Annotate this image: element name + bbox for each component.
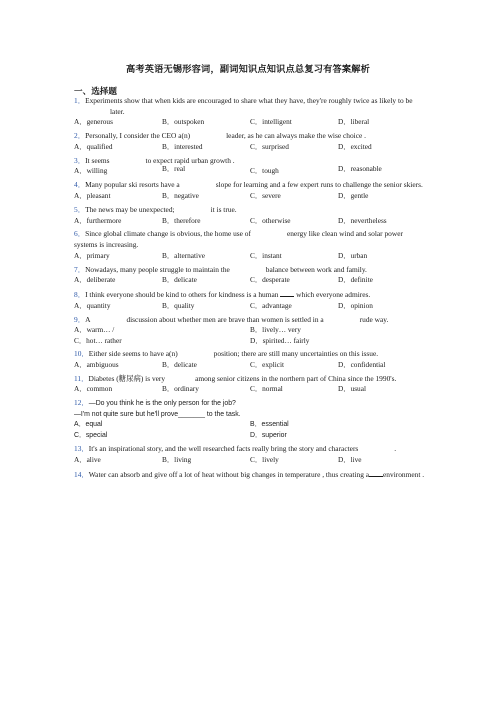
section-heading: 一、选择题 (74, 86, 117, 96)
option-d[interactable]: D．opinion (338, 300, 373, 310)
option-c[interactable]: C．severe (250, 190, 281, 200)
option-c[interactable]: C．normal (250, 384, 283, 394)
option-a[interactable]: A．furthermore (74, 215, 122, 225)
option-c[interactable]: C．instant (250, 250, 282, 260)
question-4: 4．Many popular ski resorts have a slope for learning and a few expert runs to challenge the senior skiers. (74, 180, 423, 190)
option-a[interactable]: A．warm… / (74, 325, 115, 335)
page-title: 高考英语无锡形容词，副词知识点知识点总复习有答案解析 (125, 64, 371, 74)
option-b[interactable]: B．negative (162, 190, 199, 200)
question-number: 7． (74, 264, 86, 274)
options-4 (74, 191, 426, 202)
option-c[interactable]: C．special (74, 432, 108, 440)
option-d[interactable]: D．excited (338, 141, 372, 151)
options-9 (74, 325, 426, 347)
option-d[interactable]: D．gentle (338, 190, 369, 200)
options-11 (74, 384, 426, 395)
question-7: 7．Nowadays, many people struggle to maintain the balance between work and family. (74, 264, 367, 274)
option-a[interactable]: A．common (74, 384, 113, 394)
option-a[interactable]: A．generous (74, 117, 113, 127)
option-c[interactable]: C．tough (250, 166, 279, 176)
option-a[interactable]: A．ambiguous (74, 359, 119, 369)
options-8 (74, 301, 426, 312)
question-2: 2．Personally, I consider the CEO a(n) leader, as he can always make the wise choice . (74, 131, 366, 141)
answer-blank (369, 469, 383, 477)
option-c[interactable]: C．otherwise (250, 215, 291, 225)
option-c[interactable]: C．intelligent (250, 117, 292, 127)
question-13: 13．It's an inspirational story, and the well researched facts really bring the story and characters . (74, 443, 397, 453)
options-12 (74, 420, 426, 442)
option-d[interactable]: D．reasonable (338, 164, 382, 174)
question-8: 8．I think everyone should be kind to others for kindness is a human which everyone admires. (74, 290, 371, 300)
question-number: 11． (74, 373, 89, 383)
option-d[interactable]: D．live (338, 454, 362, 464)
option-d[interactable]: D．definite (338, 275, 373, 285)
question-list (74, 96, 426, 480)
options-1 (74, 117, 426, 128)
option-b[interactable]: B．lively… very (250, 325, 301, 335)
question-number: 14． (74, 469, 89, 479)
question-number: 13． (74, 443, 89, 453)
option-d[interactable]: D．confidential (338, 359, 386, 369)
option-a[interactable]: A．willing (74, 166, 108, 176)
option-a[interactable]: A．qualified (74, 141, 113, 151)
options-6 (74, 251, 426, 262)
question-5: 5．The news may be unexpected; it is true. (74, 204, 237, 214)
question-6: 6．Since global climate change is obvious, the home use of energy like clean wind and solar power systems is increasing. (74, 229, 403, 250)
option-b[interactable]: B．alternative (162, 250, 205, 260)
option-b[interactable]: B．delicate (162, 359, 197, 369)
option-a[interactable]: A．primary (74, 250, 110, 260)
option-d[interactable]: D．spirited… fairly (250, 336, 310, 346)
option-c[interactable]: C．advantage (250, 300, 292, 310)
option-c[interactable]: C．desperate (250, 275, 290, 285)
option-b[interactable]: B．interested (162, 141, 203, 151)
options-10 (74, 360, 426, 371)
question-11: 11．Diabetes (糖尿病) is very among senior citizens in the northern part of China since the 1990's. (74, 373, 397, 383)
option-b[interactable]: B．delicate (162, 275, 197, 285)
options-13 (74, 455, 426, 466)
option-d[interactable]: D．usual (338, 384, 366, 394)
option-c[interactable]: C．lively (250, 454, 279, 464)
question-10: 10．Either side seems to have a(n) position; there are still many uncertainties on this issue. (74, 349, 379, 358)
question-3: 3．It seems to expect rapid urban growth . (74, 155, 235, 165)
question-12-reply: —I'm not quite sure but he'll prove_______ to the task. (74, 410, 241, 418)
option-d[interactable]: D．liberal (338, 117, 370, 127)
question-number: 4． (74, 180, 86, 190)
option-a[interactable]: A．quantity (74, 300, 111, 310)
question-number: 1． (74, 96, 86, 105)
option-b[interactable]: B．living (162, 454, 192, 464)
option-b[interactable]: B．quality (162, 300, 195, 310)
question-number: 3． (74, 155, 86, 165)
question-9: 9．A discussion about whether men are brave than women is settled in a rude way. (74, 314, 389, 324)
question-number: 6． (74, 229, 86, 239)
option-d[interactable]: D．nevertheless (338, 215, 387, 225)
option-b[interactable]: B．therefore (162, 215, 201, 225)
option-d[interactable]: D．superior (250, 432, 287, 440)
question-number: 10． (74, 349, 89, 358)
question-12: 12．—Do you think he is the only person for the job? (74, 398, 236, 408)
options-5 (74, 216, 426, 227)
question-number: 2． (74, 131, 86, 141)
option-d[interactable]: D．urban (338, 250, 368, 260)
option-c[interactable]: C．hot… rather (74, 336, 122, 346)
option-a[interactable]: A．pleasant (74, 190, 111, 200)
question-number: 9． (74, 314, 86, 324)
question-number: 5． (74, 204, 86, 214)
option-c[interactable]: C．explicit (250, 359, 285, 369)
question-number: 12． (74, 398, 89, 408)
options-3 (74, 166, 426, 177)
question-1: 1．Experiments show that when kids are encouraged to share what they have, they're roughly twice as likely to belater. (74, 96, 413, 116)
option-b[interactable]: B．outspoken (162, 117, 205, 127)
question-number: 8． (74, 290, 86, 300)
option-b[interactable]: B．essential (250, 421, 289, 429)
question-14: 14．Water can absorb and give off a lot of heat without big changes in temperature , thus creating a environment . (74, 469, 425, 479)
option-c[interactable]: C．surprised (250, 141, 289, 151)
option-a[interactable]: A．alive (74, 454, 101, 464)
answer-blank (280, 289, 294, 297)
option-b[interactable]: B．ordinary (162, 384, 199, 394)
option-b[interactable]: B．real (162, 164, 186, 174)
option-a[interactable]: A．equal (74, 421, 103, 429)
option-a[interactable]: A．deliberate (74, 275, 116, 285)
options-2 (74, 142, 426, 153)
options-7 (74, 275, 426, 286)
